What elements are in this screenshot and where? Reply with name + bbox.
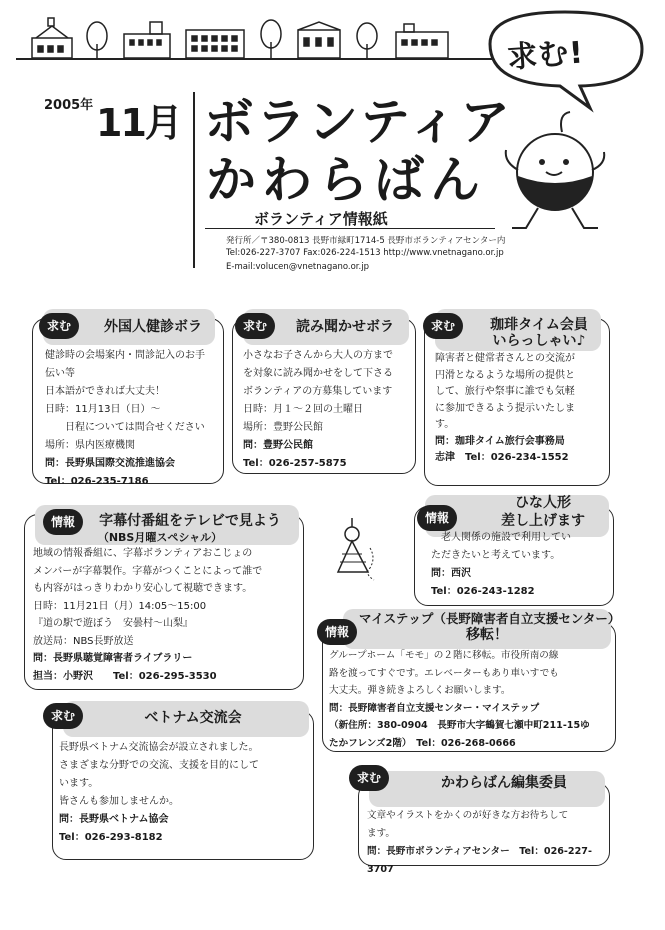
tag-recruit: 求む [235,313,275,339]
issue-month: 11月 [96,101,181,145]
tree-icon [261,20,281,58]
newsletter-subtitle: ボランティア情報紙 [254,210,388,228]
card-title-line2: 差し上げます [501,513,585,529]
card-body: 障害者と健常者さんとの交流が 円滑となるような場所の提供と して、旅行や祭事に誰でも気軽 に参加できるよう提示いたしま す。 問：珈琲タイム旅行会事務局 志津 Tel：026-234-1552 [435,353,575,463]
tag-info: 情報 [317,619,357,645]
tag-info: 情報 [417,505,457,531]
building-icon [32,18,72,58]
tag-recruit: 求む [423,313,463,339]
issue-year: 2005年 [44,98,94,113]
card-title-line2: （NBS月曜スペシャル） [97,531,223,544]
card-hina-dolls [414,495,614,606]
card-coffee-time [424,318,610,486]
card-title: ベトナム交流会 [144,710,242,726]
card-title-line1: ひな人形 [515,495,571,511]
card-body: 地域の情報番組に、字幕ボランティアおこじょの メンバーが字幕製作。字幕がつくことによって誰で も内容がはっきりわかり安心して視聴できます。 日時：11月21日（月）14:05～15:00 『道の駅で遊ぼう 安曇村～山梨』 放送局：NBS長野放送 問：長野県聴覚障害者ライブラリー 担当：小野沢 Tel：026-295-3530 [33,548,263,682]
card-reading-volunteer [232,318,416,474]
hina-doll-icon [332,514,386,584]
card-title: 外国人健診ボラ [104,319,202,335]
card-title-line1: 字幕付番組をテレビで見よう [99,513,281,529]
newsletter-title-line2: かわらばん [206,151,486,209]
building-icon [186,30,244,58]
card-body: 文章やイラストをかくのが好きな方お待ちして ます。 問：長野市ボランティアセンター Tel：026-227-3707 [367,810,592,875]
card-title-line2: いらっしゃい♪ [492,333,586,349]
publisher-address: 発行所／〒380-0813 長野市緑町1714-5 長野市ボランティアセンター内 [226,236,506,246]
tree-icon [357,23,377,58]
card-title-line2: 移転！ [466,627,508,643]
card-title: 読み聞かせボラ [296,319,394,335]
building-icon [124,22,170,58]
subtitle-underline [205,228,495,229]
publisher-phones: Tel:026-227-3707 Fax:026-224-1513 http://www.vnetnagano.or.jp [226,248,504,258]
card-body: 小さなお子さんから大人の方まで を対象に読み聞かせをして下さる ボランティアの方募集しています 日時：月１～２回の土曜日 場所：豊野公民館 問：豊野公民館 Tel：026-257-5875 [243,350,393,469]
card-editorial-committee [357,771,610,875]
card-body: 健診時の会場案内・問診記入のお手 伝い等 日本語ができれば大丈夫！ 日時：11月13日（日）～ 日程については問合せください 場所：県内医療機関 問：長野県国際交流推進協会 Tel：026-235-7186 [45,350,205,487]
card-title-line1: 珈琲タイム会員 [490,317,588,333]
tag-recruit: 求む [39,313,79,339]
tag-recruit: 求む [349,765,389,791]
newsletter-title-line1: ボランティア [204,93,512,151]
tag-info: 情報 [43,509,83,535]
mascot-illustration [500,110,610,240]
skyline-ground-line [16,58,506,60]
card-title-line1: マイステップ（長野障害者自立支援センター） [359,611,621,626]
building-icon [396,24,448,58]
tree-icon [87,22,107,58]
building-icon [298,22,340,58]
card-body: グループホーム「モモ」の２階に移転。市役所南の線 路を渡ってすぐです。エレベーターもあり車いすでも 大丈夫。弾き続きよろしくお願いします。 問：長野障害者自立支援センター・マイステップ （新住所：380-0904 長野市大字鶴賀七瀬中町211-15ゆ たかフレンズ2階） Tel：026-268-0666 [329,650,590,749]
card-body: 老人関係の施設で利用してい ただきたいと考えています。 問：西沢 Tel：026-243-1282 [431,532,571,597]
card-subtitle-tv [24,514,304,690]
card-body: 長野県ベトナム交流協会が設立されました。 さまざまな分野での交流、支援を目的にして います。 皆さんも参加しませんか。 問：長野県ベトナム協会 Tel：026-293-8182 [59,742,259,843]
card-foreign-checkup [32,318,224,487]
card-title: かわらばん編集委員 [441,775,567,791]
tag-recruit: 求む [43,703,83,729]
publisher-email: E-mail:volucen@vnetnagano.or.jp [226,262,369,272]
bubble-text: 求む! [506,35,586,76]
card-mystep-relocation [322,611,621,752]
card-vietnam-exchange [52,710,314,860]
masthead-divider [193,92,195,268]
